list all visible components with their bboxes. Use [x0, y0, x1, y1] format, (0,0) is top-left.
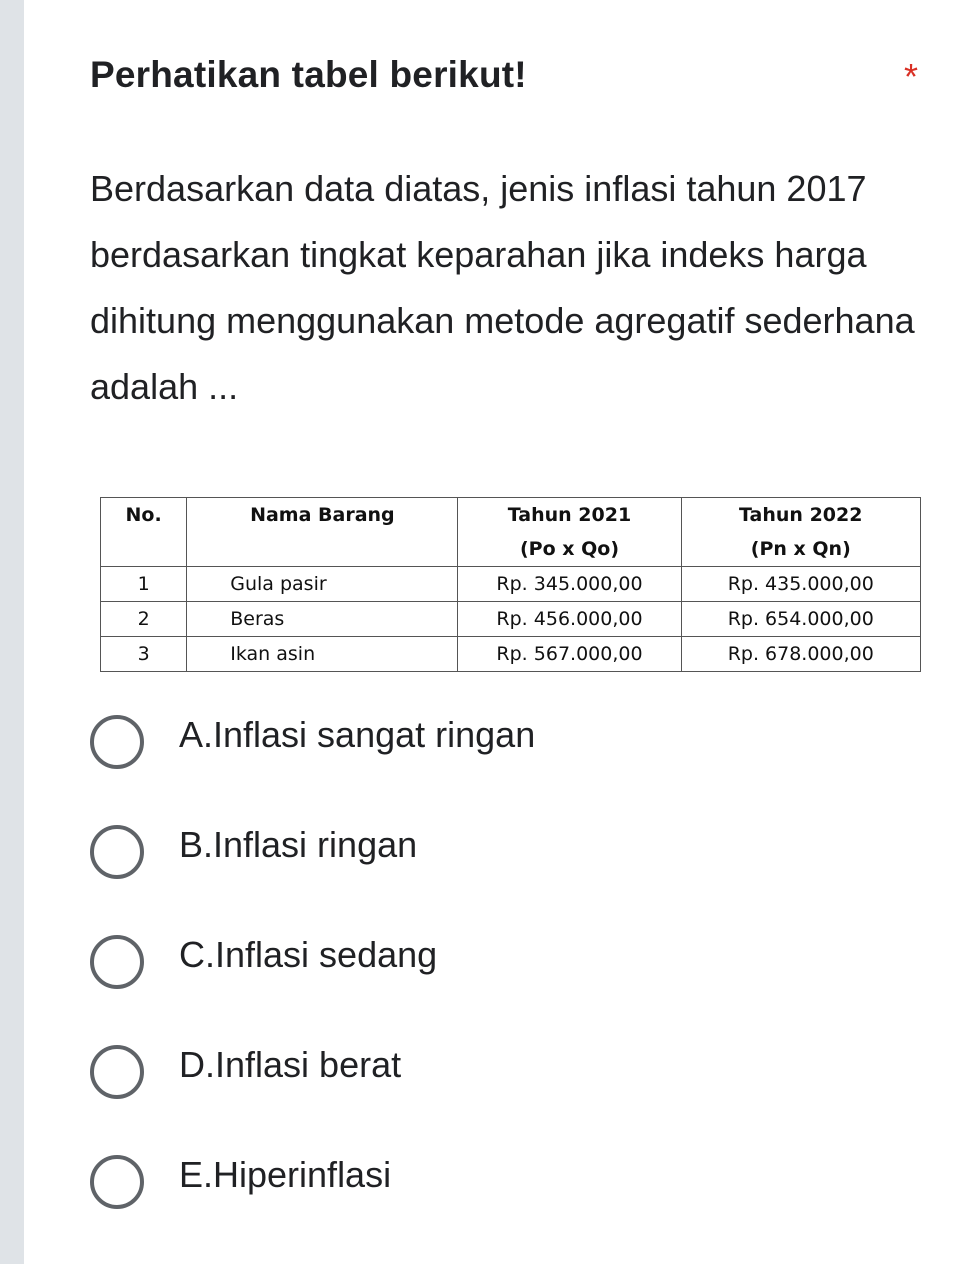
- cell-value-2022: Rp. 435.000,00: [681, 567, 920, 602]
- table-row: [101, 567, 921, 602]
- cell-item-name: Ikan asin: [187, 637, 458, 672]
- question-description: Berdasarkan data diatas, jenis inflasi tahun 2017 berdasarkan tingkat keparahan jika indeks harga dihitung menggunakan metode agregatif sederhana adalah ...: [90, 168, 915, 407]
- cell-no: 1: [101, 567, 187, 602]
- cell-value-2021: Rp. 456.000,00: [458, 602, 681, 637]
- radio-button-a[interactable]: [90, 715, 144, 769]
- header-year-2022-formula: (Pn x Qn): [750, 538, 851, 560]
- table-row: [101, 602, 921, 637]
- header-item-name-label: Nama Barang: [250, 504, 395, 526]
- radio-button-c[interactable]: [90, 935, 144, 989]
- header-year-2021: [458, 498, 681, 567]
- answer-options: [90, 712, 890, 1262]
- radio-button-e[interactable]: [90, 1155, 144, 1209]
- cell-no: 3: [101, 637, 187, 672]
- header-year-2021-label: Tahun 2021: [507, 504, 632, 526]
- question-title: Perhatikan tabel berikut!: [90, 54, 527, 95]
- cell-value-2022: Rp. 654.000,00: [681, 602, 920, 637]
- header-year-2022: [681, 498, 920, 567]
- required-indicator: *: [904, 56, 919, 97]
- header-item-name: [187, 498, 458, 567]
- price-table: [100, 497, 921, 672]
- option-d-label[interactable]: D.Inflasi berat: [179, 1044, 402, 1085]
- option-c-label[interactable]: C.Inflasi sedang: [179, 934, 438, 975]
- cell-value-2022: Rp. 678.000,00: [681, 637, 920, 672]
- option-d[interactable]: [90, 1042, 890, 1152]
- radio-button-d[interactable]: [90, 1045, 144, 1099]
- radio-button-b[interactable]: [90, 825, 144, 879]
- option-b-label[interactable]: B.Inflasi ringan: [179, 824, 418, 865]
- header-year-2022-label: Tahun 2022: [739, 504, 863, 526]
- question-card: [24, 0, 974, 1264]
- cell-value-2021: Rp. 567.000,00: [458, 637, 681, 672]
- cell-no: 2: [101, 602, 187, 637]
- table-row: [101, 637, 921, 672]
- header-no: [101, 498, 187, 567]
- header-year-2021-formula: (Po x Qo): [519, 538, 620, 560]
- option-e[interactable]: [90, 1152, 890, 1262]
- header-no-label: No.: [125, 504, 162, 526]
- cell-item-name: Gula pasir: [187, 567, 458, 602]
- table-header-row: [101, 498, 921, 567]
- option-a-label[interactable]: A.Inflasi sangat ringan: [179, 714, 536, 755]
- option-b[interactable]: [90, 822, 890, 932]
- cell-value-2021: Rp. 345.000,00: [458, 567, 681, 602]
- option-c[interactable]: [90, 932, 890, 1042]
- option-a[interactable]: [90, 712, 890, 822]
- option-e-label[interactable]: E.Hiperinflasi: [179, 1154, 392, 1195]
- cell-item-name: Beras: [187, 602, 458, 637]
